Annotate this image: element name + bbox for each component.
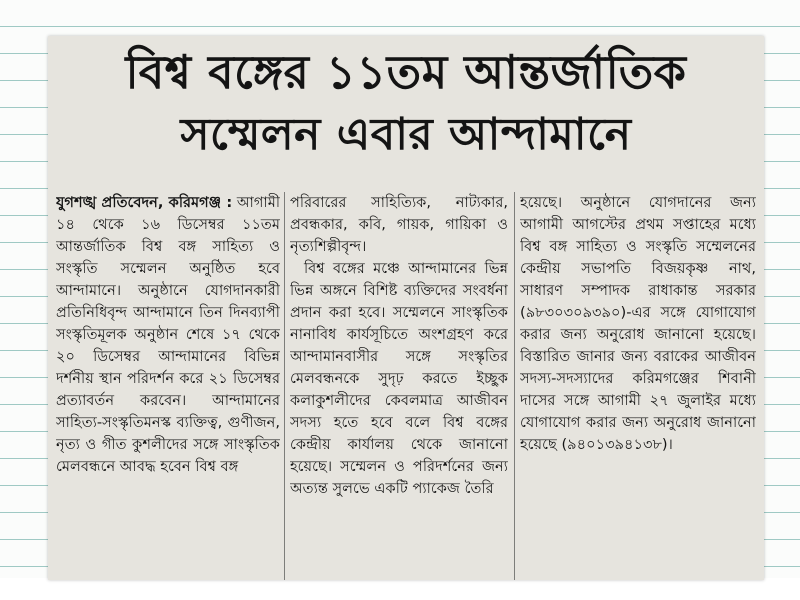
headline [48, 40, 764, 166]
article-column-3 [520, 192, 756, 580]
byline: যুগশঙ্খ প্রতিবেদন, করিমগঞ্জ : [56, 194, 233, 211]
bottom-margin [0, 578, 800, 600]
newspaper-clipping [48, 36, 764, 580]
column-2-paragraph-2: বিশ্ব বঙ্গের মঞ্চে আন্দামানের ভিন্ন ভিন্ন অঙ্গনে বিশিষ্ট ব্যক্তিদের সংবর্ধনা প্রদান করা হবে। সম্মেলনে সাংস্কৃতিক নানাবিধ কার্যসূচিতে অংশগ্রহণ করে আন্দামানবাসীর সঙ্গে সংস্কৃতির মেলবন্ধনকে সুদৃঢ় করতে ইচ্ছুক কলাকুশলীদের কেবলমাত্র আজীবন সদস্য হতে হবে বলে বিশ্ব বঙ্গের কেন্দ্রীয় কার্যালয় থেকে জানানো হয়েছে। সম্মেলন ও পরিদর্শনের জন্য অত্যন্ত সুলভে একটি প্যাকেজ তৈরি [290, 260, 508, 497]
article-column-1 [56, 192, 280, 580]
column-2-paragraph-1: পরিবারের সাহিত্যিক, নাট্যকার, প্রবন্ধকার, কবি, গায়ক, গায়িকা ও নৃত্যশিল্পীবৃন্দ। [290, 194, 508, 255]
headline-line-1: বিশ্ব বঙ্গের ১১তম আন্তর্জাতিক [125, 45, 687, 99]
headline-line-2: সম্মেলন এবার আন্দামানে [180, 109, 632, 160]
article-column-2 [290, 192, 508, 580]
column-divider-2 [514, 192, 515, 580]
column-divider-1 [284, 192, 285, 580]
column-3-text: হয়েছে। অনুষ্ঠানে যোগদানের জন্য আগামী আগস্টের প্রথম সপ্তাহের মধ্যে বিশ্ব বঙ্গ সাহিত্য ও সংস্কৃতি সম্মেলনের কেন্দ্রীয় সভাপতি বিজয়কৃষ্ণ নাথ, সাধারণ সম্পাদক রাধাকান্ত সরকার (৯৮৩০৩০৯৩৯০)-এর সঙ্গে যোগাযোগ করার জন্য অনুরোধ জানানো হয়েছে। বিস্তারিত জানার জন্য বরাকের আজীবন সদস্য-সদস্যাদের করিমগঞ্জের শিবানী দাসের সঙ্গে আগামী ২৭ জুলাইর মধ্যে যোগাযোগ করার জন্য অনুরোধ জানানো হয়েছে (৯৪০১৩৯৪১৩৮)। [520, 194, 756, 453]
column-1-text: আগামী ১৪ থেকে ১৬ ডিসেম্বর ১১তম আন্তর্জাতিক বিশ্ব বঙ্গ সাহিত্য ও সংস্কৃতি সম্মেলন অনুষ্ঠিত হবে আন্দামানে। অনুষ্ঠানে যোগদানকারী প্রতিনিধিবৃন্দ আন্দামানে তিন দিনব্যাপী সংস্কৃতিমূলক অনুষ্ঠান শেষে ১৭ থেকে ২০ ডিসেম্বর আন্দামানের বিভিন্ন দর্শনীয় স্থান পরিদর্শন করে ২১ ডিসেম্বর প্রত্যাবর্তন করবেন। আন্দামানের সাহিত্য-সংস্কৃতিমনস্ক ব্যক্তিত্ব, গুণীজন, নৃত্য ও গীত কুশলীদের সঙ্গে সাংস্কৃতিক মেলবন্ধনে আবদ্ধ হবেন বিশ্ব বঙ্গ [56, 194, 280, 475]
